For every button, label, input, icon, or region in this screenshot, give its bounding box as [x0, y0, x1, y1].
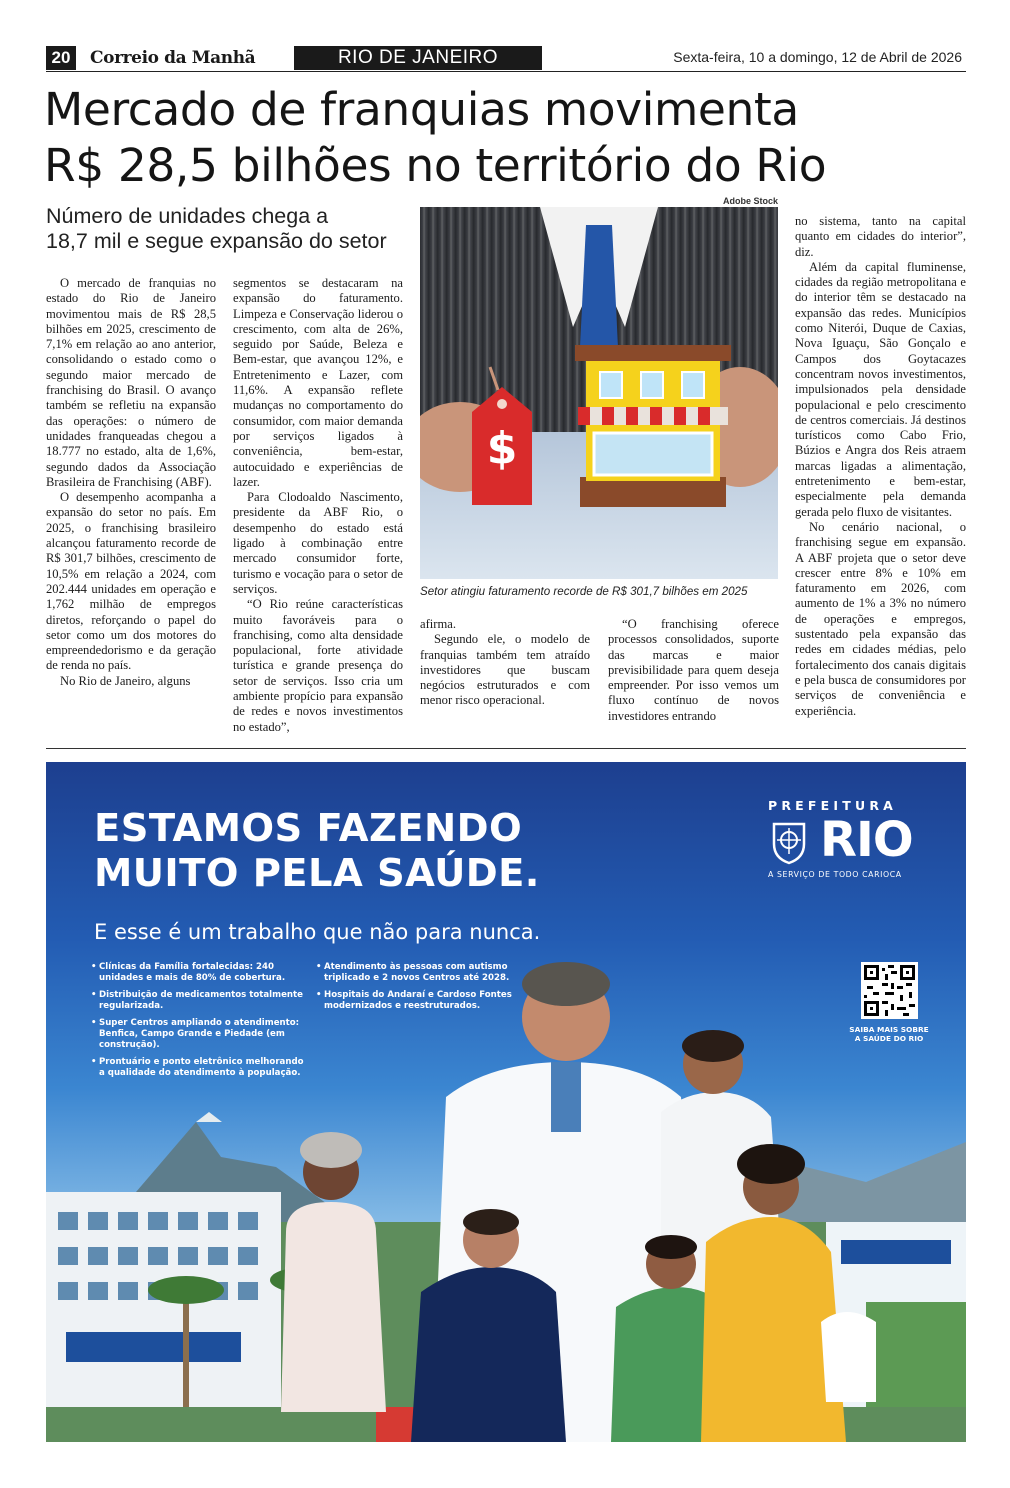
ad-headline-line-1: ESTAMOS FAZENDO — [94, 806, 523, 851]
prefeitura-tagline: A SERVIÇO DE TODO CARIOCA — [768, 870, 902, 879]
ad-bullets-left — [91, 962, 306, 1085]
prefeitura-logo-text: PREFEITURA — [768, 798, 898, 813]
paragraph: Além da capital fluminense, cidades da região metropolitana e do interior têm se destacado na expansão das redes. Municípios como Niterói, Duque de Caxias, Nova Iguaçu, São Gonçalo e Campos dos Goytacazes concentram novos investimentos, impulsionados pela densidade populacional e pelo crescimento de centros comerciais. Já destinos turísticos como Cabo Frio, Búzios e Angra dos Reis atraem marcas ligadas a alimentação, entretenimento e bem-estar, especialmente pela demanda gerada pelo fluxo de visitantes. — [795, 259, 966, 519]
article-column-4 — [608, 617, 779, 724]
rio-logo-text: RIO — [820, 812, 913, 868]
subhead-line-2: 18,7 mil e segue expansão do setor — [46, 229, 387, 253]
city-crest-icon — [764, 816, 814, 866]
page-header — [46, 46, 966, 72]
newspaper-name[interactable]: Correio da Manhã — [90, 48, 256, 68]
paragraph: segmentos se destacaram na expansão do faturamento. Limpeza e Conservação liderou o crescimento, com alta de 26%, seguido por Saúde, Beleza e Bem-estar, que avançou 12%, e Entretenimento e Lazer, com 11,6%. A expansão reflete mudanças no comportamento do consumidor, com maior demanda por serviços ligados à conveniência, bem-estar, autocuidado e experiências de lazer. — [233, 276, 403, 489]
qr-code-icon — [864, 965, 915, 1016]
photo-caption: Setor atingiu faturamento recorde de R$ 301,7 bilhões em 2025 — [420, 585, 748, 598]
paragraph: No cenário nacional, o franchising segue em expansão. A ABF projeta que o setor deve crescer entre 8% e 10% em faturamento em 2026, com aumento de 1% a 3% no número de operações e empregos, sustentado pela expansão das redes em cidades médias, pelo fortalecimento dos canais digitais e pela busca de consumidores por serviços de conveniência e experiência. — [795, 519, 966, 718]
photo-illustration — [420, 207, 778, 579]
article-column-2 — [233, 276, 403, 735]
paragraph: no sistema, tanto na capital quanto em cidades do interior”, diz. — [795, 214, 966, 259]
toy-house — [575, 345, 731, 507]
paragraph: Para Clodoaldo Nascimento, presidente da ABF Rio, o desempenho do estado está ligado à combinação entre mercado consumidor forte, turismo e vocação para o setor de serviços. — [233, 490, 403, 596]
subhead-line-1: Número de unidades chega a — [46, 204, 329, 228]
qr-caption: SAIBA MAIS SOBRE A SAÚDE DO RIO — [849, 1025, 929, 1043]
hospital-sign — [841, 1240, 951, 1264]
ad-bullet: • Clínicas da Família fortalecidas: 240 unidades e mais de 80% de cobertura. — [91, 962, 306, 984]
qr-code[interactable] — [861, 962, 918, 1019]
ad-bullet: • Hospitais do Andaraí e Cardoso Fontes modernizados e reestruturados. — [316, 990, 526, 1012]
clinic-sign — [66, 1332, 241, 1362]
paragraph: O desempenho acompanha a expansão do setor no país. Em 2025, o franchising brasileiro alcançou faturamento recorde de R$ 301,7 bilhões, crescimento de 10,5% em relação a 2024, com 202.444 unidades em operação e 1,762 milhão de empregos diretos, reforçando o papel do setor como um dos motores do empreendedorismo e da geração de renda no país. — [46, 490, 216, 673]
ad-bullets-right — [316, 962, 526, 1018]
ad-headline-line-2: MUITO PELA SAÚDE. — [94, 851, 540, 896]
advertisement-prefeitura-rio[interactable] — [46, 762, 966, 1442]
article-headline — [44, 82, 974, 194]
stairs-area — [866, 1302, 966, 1407]
ad-bullet: • Distribuição de medicamentos totalmente regularizada. — [91, 990, 306, 1012]
ad-headline — [94, 806, 540, 896]
paragraph: O mercado de franquias no estado do Rio de Janeiro movimentou mais de R$ 28,5 bilhões em 2025, crescimento de 7,1% em relação ao ano anterior, consolidando o estado como o segundo maior mercado de franchising do Brasil. O avanço também se refletiu na expansão das operações: o número de unidades franqueadas chegou a 18.777 no estado, alta de 1,6%, segundo dados da Associação Brasileira de Franchising (ABF). — [46, 276, 216, 489]
ad-bullet: • Super Centros ampliando o atendimento: Benfica, Campo Grande e Piedade (em construção). — [91, 1018, 306, 1051]
paragraph: No Rio de Janeiro, alguns — [60, 673, 191, 688]
paragraph: “O franchising oferece processos consolidados, suporte das marcas e maior previsibilidade para quem deseja empreender. Por isso vemos um fluxo contínuo de novos investidores entrando — [608, 617, 779, 723]
article-photo[interactable] — [420, 207, 778, 579]
page-number: 20 — [46, 46, 76, 70]
paragraph: Segundo ele, o modelo de franquias também tem atraído investidores que buscam negócios estruturados e com menor risco operacional. — [420, 632, 590, 708]
paragraph: “O Rio reúne características muito favoráveis para o franchising, como alta densidade populacional, forte atividade turística e grande presença do setor de serviços. Isso cria um ambiente propício para expansão de redes e novos investimentos no estado”, — [233, 597, 403, 734]
article-column-1 — [46, 276, 216, 689]
section-divider — [46, 748, 966, 749]
issue-date: Sexta-feira, 10 a domingo, 12 de Abril de 2026 — [673, 49, 962, 65]
price-tag-symbol: $ — [486, 423, 518, 474]
article-subheadline — [46, 204, 416, 254]
ad-bullet: • Atendimento às pessoas com autismo triplicado e 2 novos Centros até 2028. — [316, 962, 526, 984]
headline-line-1: Mercado de franquias movimenta — [44, 83, 799, 136]
article-column-5 — [795, 214, 966, 719]
paragraph: afirma. — [420, 617, 457, 631]
ad-subheadline: E esse é um trabalho que não para nunca. — [94, 920, 541, 944]
section-label[interactable]: RIO DE JANEIRO — [294, 46, 542, 70]
photo-credit: Adobe Stock — [722, 196, 778, 206]
ad-bullet: • Prontuário e ponto eletrônico melhorando a qualidade do atendimento à população. — [91, 1057, 306, 1079]
headline-line-2: R$ 28,5 bilhões no território do Rio — [44, 139, 827, 192]
people-group — [281, 962, 876, 1442]
article-column-3 — [420, 617, 590, 709]
christ-statue — [196, 1112, 222, 1122]
